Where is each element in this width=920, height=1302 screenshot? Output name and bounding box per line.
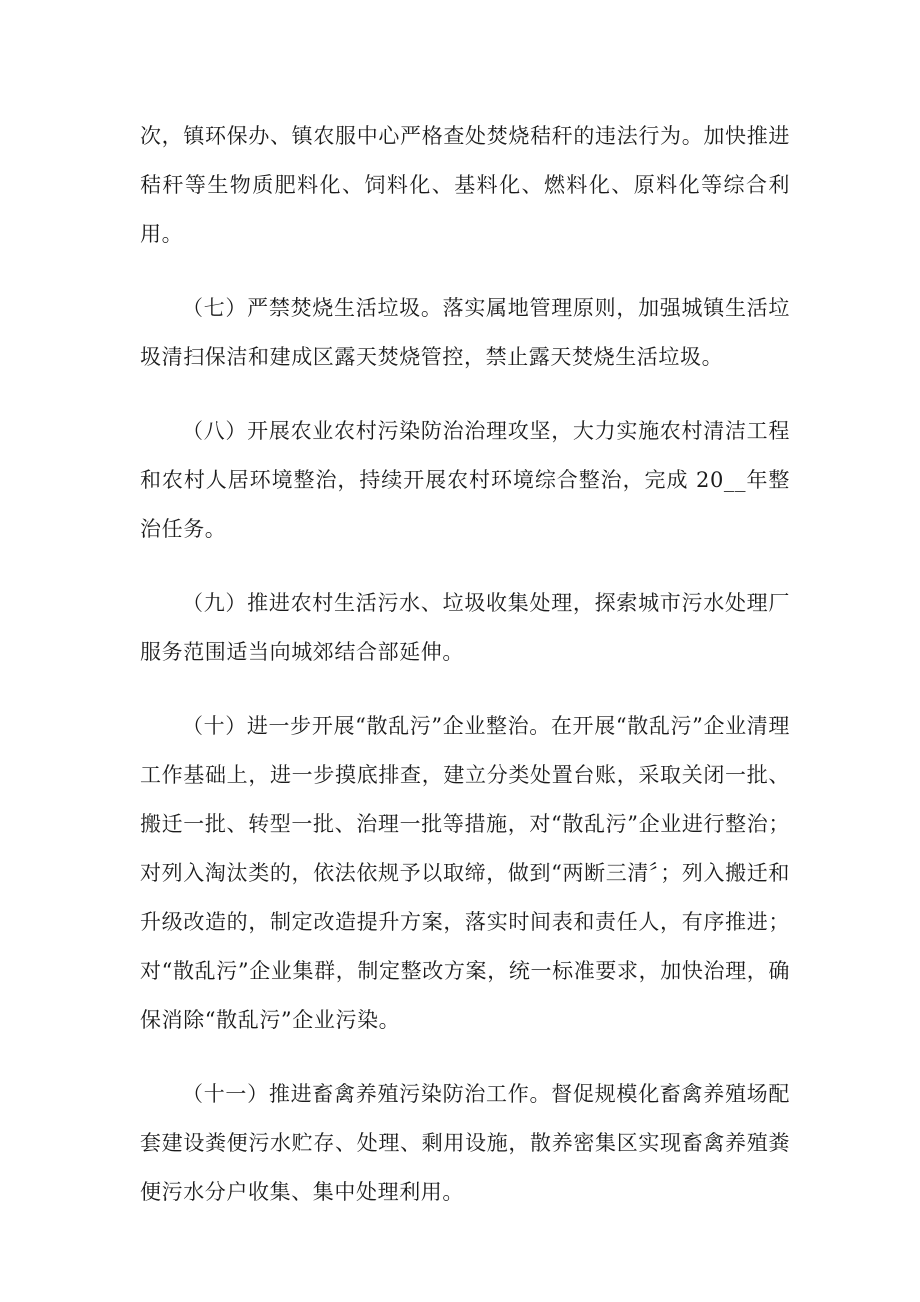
paragraph-continued: 次，镇环保办、镇农服中心严格查处焚烧秸秆的违法行为。加快推进秸秆等生物质肥料化、饲料化、基料化、燃料化、原料化等综合利用。 <box>140 124 790 246</box>
paragraph-item-7: （七）严禁焚烧生活垃圾。落实属地管理原则，加强城镇生活垃圾清扫保洁和建成区露天焚烧管控，禁止露天焚烧生活垃圾。 <box>140 296 790 369</box>
paragraph-item-9: （九）推进农村生活污水、垃圾收集处理，探索城市污水处理厂服务范围适当向城郊结合部延伸。 <box>140 591 790 664</box>
paragraph-item-11: （十一）推进畜禽养殖污染防治工作。督促规模化畜禽养殖场配套建设粪便污水贮存、处理、剩用设施，散养密集区实现畜禽养殖粪便污水分户收集、集中处理利用。 <box>140 1082 790 1204</box>
paragraph-item-8: （八）开展农业农村污染防治治理攻坚，大力实施农村清洁工程和农村人居环境整治，持续开展农村环境综合整治，完成 20__年整治任务。 <box>140 419 790 541</box>
document-body <box>140 112 790 1242</box>
paragraph-item-10: （十）进一步开展“散乱污”企业整治。在开展“散乱污”企业清理工作基础上，进一步摸底排查，建立分类处置台账，采取关闭一批、搬迁一批、转型一批、治理一批等措施，对“散乱污”企业进行整治；对列入淘汰类的，依法依规予以取缔，做到“两断三清〞；列入搬迁和升级改造的，制定改造提升方案，落实时间表和责任人，有序推进；对“散乱污”企业集群，制定整改方案，统一标准要求，加快治理，确保消除“散乱污”企业污染。 <box>140 714 790 1032</box>
